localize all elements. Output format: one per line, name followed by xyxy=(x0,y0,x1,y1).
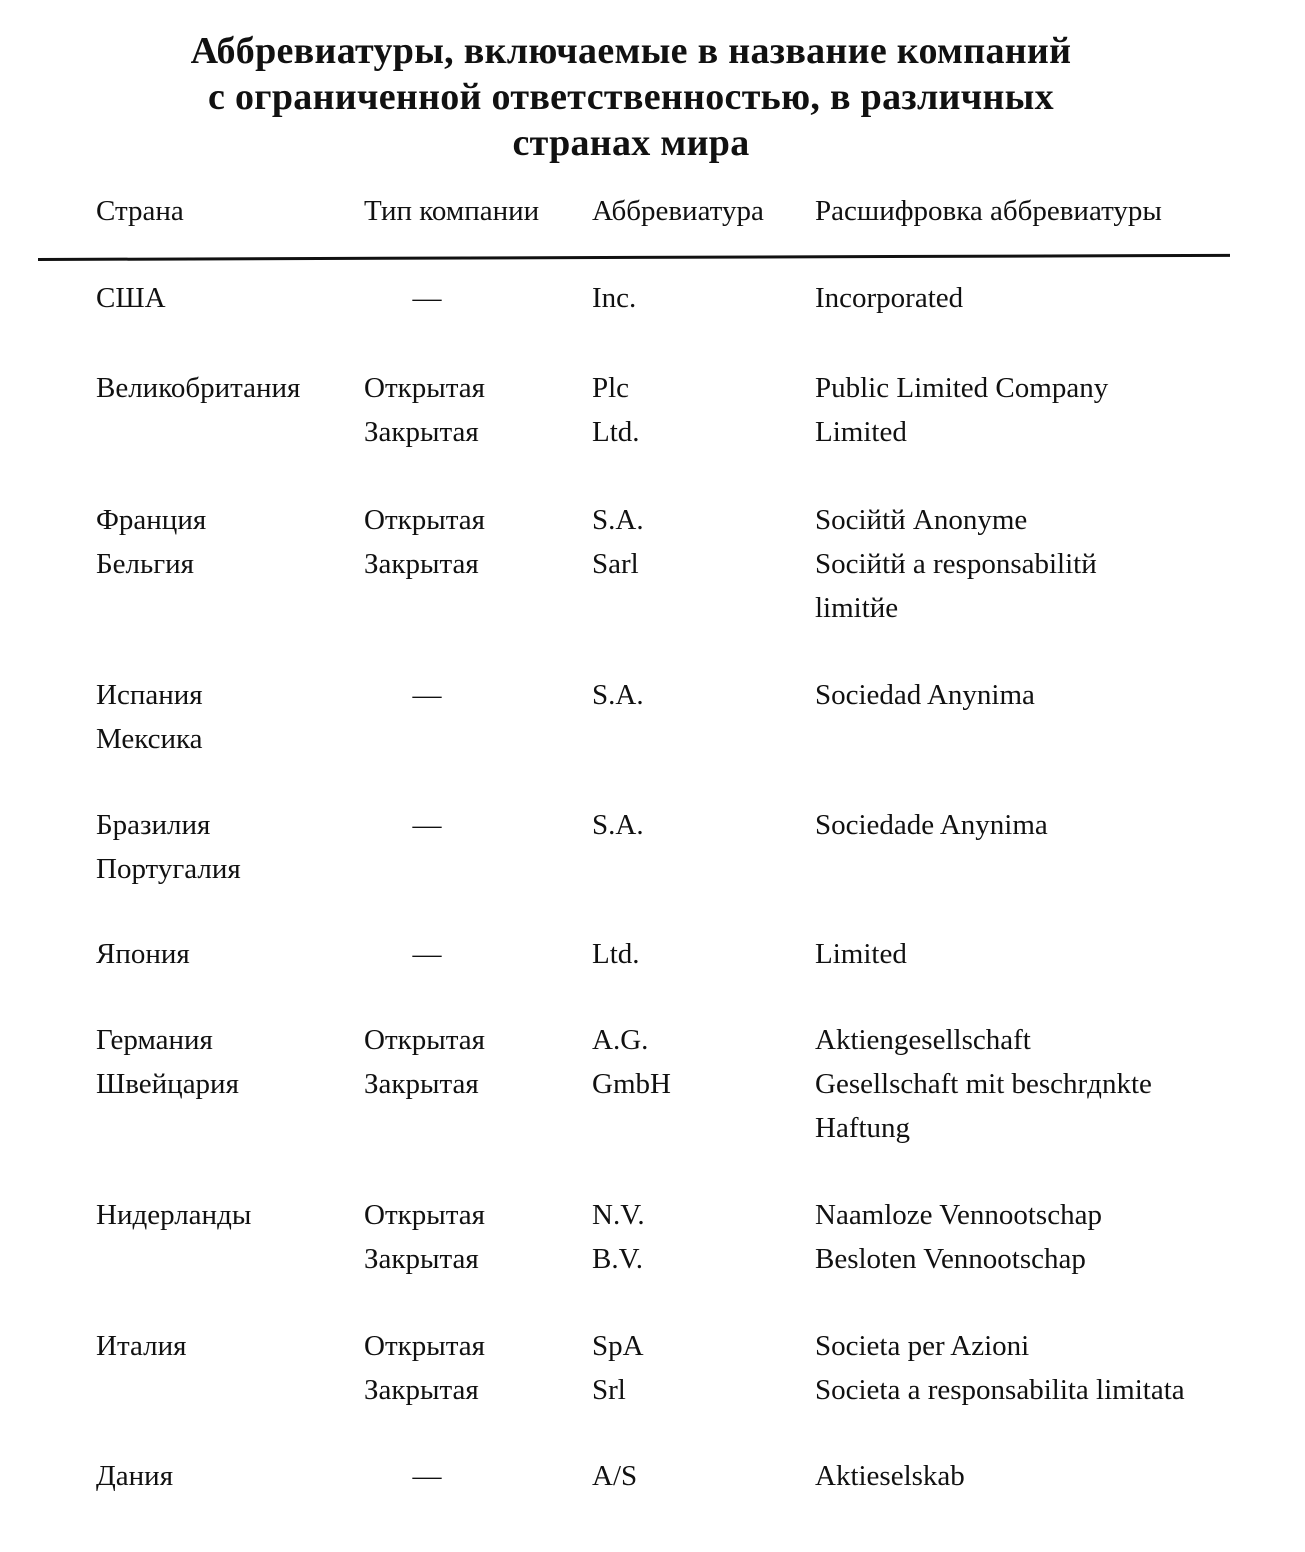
abbreviation-cell xyxy=(592,276,636,320)
country-cell xyxy=(96,498,206,586)
expansion: Aktiengesellschaft xyxy=(815,1024,1031,1056)
expansion-cell xyxy=(815,498,1097,630)
abbreviation-cell xyxy=(592,498,644,586)
company-type: Открытая xyxy=(364,1024,485,1056)
country-name: Япония xyxy=(96,938,190,970)
abbreviation: S.A. xyxy=(592,504,644,536)
expansion-cell xyxy=(815,803,1048,847)
expansion: Sociedad Anynima xyxy=(815,679,1035,711)
expansion: Aktieselskab xyxy=(815,1460,965,1492)
expansion: Naamloze Vennootschap xyxy=(815,1199,1102,1231)
abbreviation: GmbH xyxy=(592,1068,671,1100)
country-name: США xyxy=(96,282,166,314)
company-type: Открытая xyxy=(364,372,485,404)
country-cell xyxy=(96,1018,239,1106)
abbreviation: Ltd. xyxy=(592,938,640,970)
abbreviation: A/S xyxy=(592,1460,638,1492)
expansion: Sociйtй Anonyme xyxy=(815,504,1028,536)
abbreviation: Plc xyxy=(592,372,630,404)
company-type-cell xyxy=(364,498,485,586)
expansion: Societa a responsabilita limitata xyxy=(815,1374,1185,1406)
expansion: Besloten Vennootschap xyxy=(815,1243,1086,1275)
company-type: — xyxy=(412,282,442,314)
table-header xyxy=(0,192,1305,232)
country-name: Бельгия xyxy=(96,548,194,580)
expansion: Public Limited Company xyxy=(815,372,1109,404)
country-name: Италия xyxy=(96,1330,187,1362)
expansion-cell xyxy=(815,276,963,320)
company-type: Закрытая xyxy=(364,1068,479,1100)
company-type-cell xyxy=(364,1193,485,1281)
country-name: Дания xyxy=(96,1460,174,1492)
country-name: Великобритания xyxy=(96,372,301,404)
header-expansion: Расшифровка аббревиатуры xyxy=(815,195,1162,227)
abbreviation: Sarl xyxy=(592,548,639,580)
expansion: Limited xyxy=(815,416,907,448)
expansion-cell xyxy=(815,1454,965,1498)
abbreviation-cell xyxy=(592,673,644,717)
header-abbreviation: Аббревиатура xyxy=(592,195,764,227)
abbreviation-cell xyxy=(592,366,640,454)
company-type: Закрытая xyxy=(364,548,479,580)
company-type-cell xyxy=(364,673,490,717)
company-type-cell xyxy=(364,276,490,320)
abbreviation-cell xyxy=(592,1324,644,1412)
abbreviation-cell xyxy=(592,1193,645,1281)
title-line-3: странах мира xyxy=(512,122,750,164)
expansion-cell xyxy=(815,1018,1152,1150)
country-cell xyxy=(96,366,300,410)
company-type: — xyxy=(412,1460,442,1492)
company-type: — xyxy=(412,938,442,970)
country-name: Швейцария xyxy=(96,1068,239,1100)
header-company-type: Тип компании xyxy=(364,195,540,227)
abbreviation: SpA xyxy=(592,1330,644,1362)
document-title xyxy=(0,28,1262,166)
expansion-cell xyxy=(815,673,1035,717)
country-cell xyxy=(96,673,203,761)
country-name: Испания xyxy=(96,679,203,711)
abbreviation-cell xyxy=(592,803,644,847)
company-type-cell xyxy=(364,932,490,976)
abbreviation-cell xyxy=(592,1454,637,1498)
country-name: Мексика xyxy=(96,723,203,755)
company-type-cell xyxy=(364,1018,485,1106)
expansion-cell xyxy=(815,1324,1185,1412)
abbreviation: Srl xyxy=(592,1374,626,1406)
company-type: Открытая xyxy=(364,504,485,536)
company-type-cell xyxy=(364,1454,490,1498)
country-cell xyxy=(96,1193,251,1237)
country-name: Германия xyxy=(96,1024,213,1056)
abbreviation: B.V. xyxy=(592,1243,644,1275)
expansion-cell xyxy=(815,932,907,976)
expansion: Sociйtй a responsabilitй xyxy=(815,548,1097,580)
expansion-cell xyxy=(815,1193,1102,1281)
title-line-2: с ограниченной ответственностью, в различных xyxy=(208,76,1054,118)
company-type: — xyxy=(412,679,442,711)
country-cell xyxy=(96,1454,173,1498)
company-type-cell xyxy=(364,1324,485,1412)
expansion: Societa per Azioni xyxy=(815,1330,1030,1362)
country-cell xyxy=(96,1324,186,1368)
country-name: Португалия xyxy=(96,853,241,885)
country-name: Франция xyxy=(96,504,207,536)
expansion-cell xyxy=(815,366,1108,454)
abbreviation-cell xyxy=(592,932,640,976)
expansion: Haftung xyxy=(815,1112,911,1144)
company-type: Открытая xyxy=(364,1330,485,1362)
country-name: Бразилия xyxy=(96,809,211,841)
company-type: Закрытая xyxy=(364,1243,479,1275)
expansion: limitйe xyxy=(815,592,899,624)
abbreviation-cell xyxy=(592,1018,671,1106)
abbreviation: S.A. xyxy=(592,679,644,711)
company-type: Закрытая xyxy=(364,416,479,448)
country-cell xyxy=(96,803,241,891)
abbreviation: N.V. xyxy=(592,1199,645,1231)
expansion: Sociedade Anynima xyxy=(815,809,1048,841)
country-name: Нидерланды xyxy=(96,1199,252,1231)
abbreviation: S.A. xyxy=(592,809,644,841)
abbreviation: Inc. xyxy=(592,282,637,314)
header-divider xyxy=(38,254,1230,261)
expansion: Gesellschaft mit beschrдnkte xyxy=(815,1068,1152,1100)
company-type-cell xyxy=(364,366,485,454)
title-line-1: Аббревиатуры, включаемые в название компаний xyxy=(190,30,1072,72)
company-type: Открытая xyxy=(364,1199,485,1231)
company-type: — xyxy=(412,809,442,841)
country-cell xyxy=(96,932,190,976)
company-type-cell xyxy=(364,803,490,847)
expansion: Limited xyxy=(815,938,907,970)
country-cell xyxy=(96,276,166,320)
abbreviation: A.G. xyxy=(592,1024,649,1056)
abbreviation: Ltd. xyxy=(592,416,640,448)
company-type: Закрытая xyxy=(364,1374,479,1406)
header-country: Страна xyxy=(96,195,184,227)
expansion: Incorporated xyxy=(815,282,964,314)
